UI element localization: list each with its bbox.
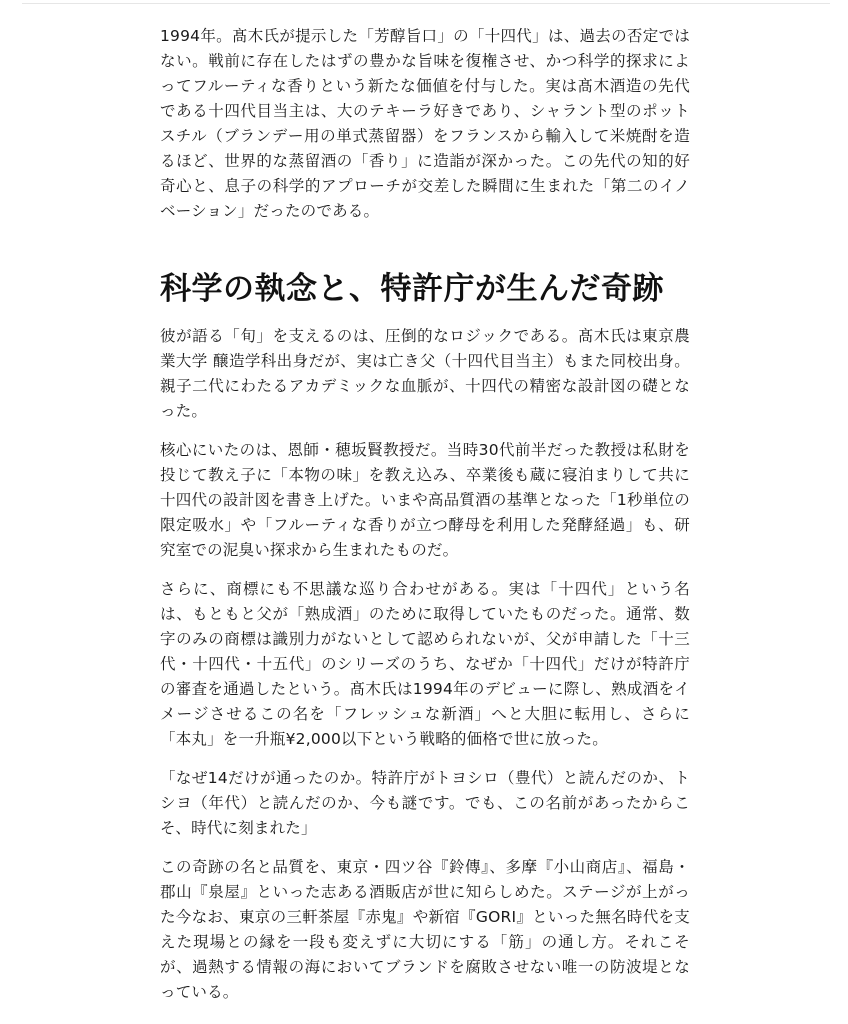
paragraph-academic-lineage: 彼が語る「旬」を支えるのは、圧倒的なロジックである。髙木氏は東京農業大学 醸造学科出身だが、実は亡き父（十四代目当主）もまた同校出身。親子二代にわたるアカデミックな血脈が、十四代の精密な設計図の礎となった。 <box>160 327 690 420</box>
paragraph-retailers: この奇跡の名と品質を、東京・四ツ谷『鈴傳』、多摩『小山商店』、福島・郡山『泉屋』といった志ある酒販店が世に知らしめた。ステージが上がった今なお、東京の三軒茶屋『赤鬼』や新宿『GORI』といった無名時代を支えた現場との縁を一段も変えずに大切にする「筋」の通し方。それこそが、過熱する情報の海においてブランドを腐敗させない唯一の防波堤となっている。 <box>160 858 690 1001</box>
paragraph-trademark: さらに、商標にも不思議な巡り合わせがある。実は「十四代」という名は、もともと父が「熟成酒」のために取得していたものだった。通常、数字のみの商標は識別力がないとして認められないが、父が申請した「十三代・十四代・十五代」のシリーズのうち、なぜか「十四代」だけが特許庁の審査を通過したという。髙木氏は1994年のデビューに際し、熟成酒をイメージさせるこの名を「フレッシュな新酒」へと大胆に転用し、さらに「本丸」を一升瓶¥2,000以下という戦略的価格で世に放った。 <box>160 580 690 748</box>
paragraph-professor-hosaka: 核心にいたのは、恩師・穂坂賢教授だ。当時30代前半だった教授は私財を投じて教え子に「本物の味」を教え込み、卒業後も蔵に寝泊まりして共に十四代の設計図を書き上げた。いまや高品質酒の基準となった「1秒単位の限定吸水」や「フルーティな香りが立つ酵母を利用した発酵経過」も、研究室での泥臭い探求から生まれたものだ。 <box>160 441 690 559</box>
top-divider <box>22 3 830 4</box>
article-body <box>160 24 690 1019</box>
intro-paragraph: 1994年。髙木氏が提示した「芳醇旨口」の「十四代」は、過去の否定ではない。戦前に存在したはずの豊かな旨味を復権させ、かつ科学的探求によってフルーティな香りという新たな価値を付与した。実は髙木酒造の先代である十四代目当主は、大のテキーラ好きであり、シャラント型のポットスチル（ブランデー用の単式蒸留器）をフランスから輸入して米焼酎を造るほど、世界的な蒸留酒の「香り」に造詣が深かった。この先代の知的好奇心と、息子の科学的アプローチが交差した瞬間に生まれた「第二のイノベーション」だったのである。 <box>160 27 690 220</box>
section-heading: 科学の執念と、特許庁が生んだ奇跡 <box>160 271 664 307</box>
paragraph-quote: 「なぜ14だけが通ったのか。特許庁がトヨシロ（豊代）と読んだのか、トシヨ（年代）と読んだのか、今も謎です。でも、この名前があったからこそ、時代に刻まれた」 <box>160 769 690 837</box>
